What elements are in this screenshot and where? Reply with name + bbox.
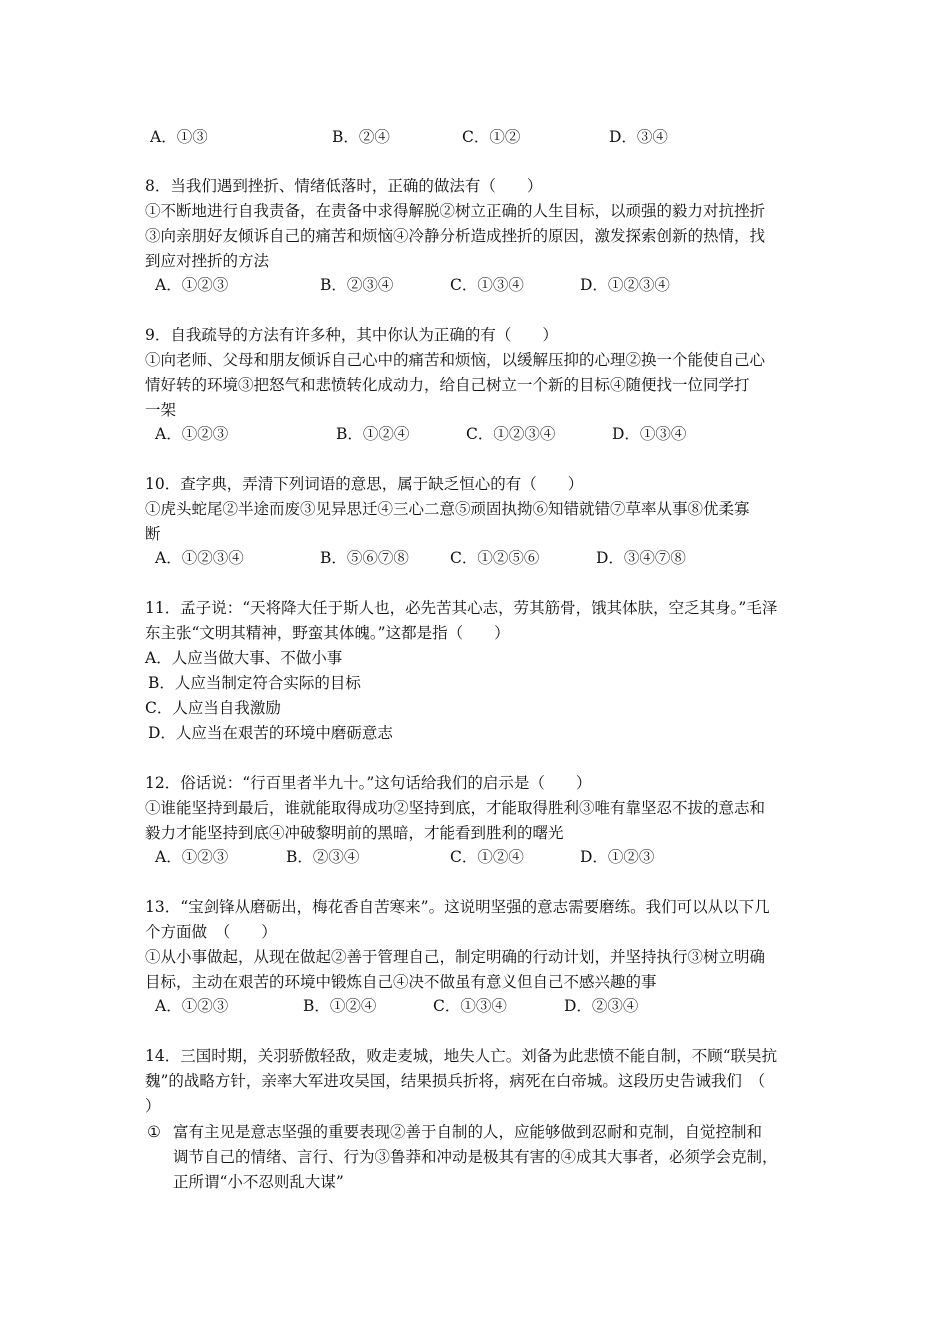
question-13-stem-line: 13．“宝剑锋从磨砺出，梅花香自苦寒来”。这说明坚强的意志需要磨练。我们可以从以下几: [145, 898, 770, 916]
question-10-stem: 10．查字典，弄清下列词语的意思，属于缺乏恒心的有（ ）: [145, 475, 584, 493]
question-9-body-line: 情好转的环境③把怒气和悲愤转化成动力，给自己树立一个新的目标④随便找一位同学打: [145, 376, 750, 394]
question-13-body-line: 目标，主动在艰苦的环境中锻炼自己④决不做虽有意义但自己不感兴趣的事: [145, 973, 657, 991]
option-b: B．②③④: [286, 848, 360, 866]
question-9-body-line: 一架: [145, 401, 177, 419]
question-9-stem: 9．自我疏导的方法有许多种，其中你认为正确的有（ ）: [145, 326, 558, 344]
option-d: D．②③④: [564, 997, 639, 1015]
option-c: C．①②: [462, 128, 521, 146]
question-8-body-line: ①不断地进行自我责备，在责备中求得解脱②树立正确的人生目标，以顽强的毅力对抗挫折: [145, 202, 766, 220]
option-a: A．①③: [150, 128, 208, 146]
question-13-body-line: ①从小事做起，从现在做起②善于管理自己，制定明确的行动计划，并坚持执行③树立明确: [145, 948, 766, 966]
option-c: C．①③④: [433, 997, 507, 1015]
question-10-body-line: 断: [145, 525, 161, 543]
option-d: D．人应当在艰苦的环境中磨砺意志: [148, 724, 393, 742]
option-a: A．①②③: [155, 997, 229, 1015]
option-d: D．①②③: [580, 848, 655, 866]
option-b: B．②③④: [320, 276, 394, 294]
option-b: B．⑤⑥⑦⑧: [320, 549, 409, 567]
question-12-body-line: ①谁能坚持到最后，谁就能取得成功②坚持到底，才能取得胜利③唯有靠坚忍不拔的意志和: [145, 799, 766, 817]
option-c: C．①②④: [450, 848, 524, 866]
question-14-item-line: 正所谓“小不忍则乱大谋”: [173, 1173, 344, 1191]
option-a: A．①②③④: [155, 549, 244, 567]
question-8-body-line: ③向亲朋好友倾诉自己的痛苦和烦恼④冷静分析造成挫折的原因，激发探索创新的热情，找: [145, 227, 766, 245]
option-d: D．①②③④: [580, 276, 670, 294]
question-14-item-line: 调节自己的情绪、言行、行为③鲁莽和冲动是极其有害的④成其大事者，必须学会克制，: [173, 1148, 778, 1166]
option-d: D．①③④: [612, 425, 687, 443]
question-14-stem-line: 魏”的战略方针，亲率大军进攻吴国，结果损兵折将，病死在白帝城。这段历史告诫我们 （: [145, 1072, 766, 1090]
question-14-stem-line: ）: [145, 1097, 161, 1115]
question-8-stem: 8．当我们遇到挫折、情绪低落时，正确的做法有（ ）: [145, 177, 543, 195]
option-c: C．①③④: [450, 276, 524, 294]
option-a: A．①②③: [155, 276, 229, 294]
option-d: D．③④: [609, 128, 668, 146]
question-11-stem-line: 11．孟子说：“天将降大任于斯人也，必先苦其心志，劳其筋骨，饿其体肤，空乏其身。”毛泽: [145, 599, 778, 617]
question-10-body-line: ①虎头蛇尾②半途而废③见异思迁④三心二意⑤顽固执拗⑥知错就错⑦草率从事⑧优柔寡: [145, 500, 750, 518]
question-12-body-line: 毅力才能坚持到底④冲破黎明前的黑暗，才能看到胜利的曙光: [145, 824, 564, 842]
question-9-body-line: ①向老师、父母和朋友倾诉自己心中的痛苦和烦恼，以缓解压抑的心理②换一个能使自己心: [145, 351, 766, 369]
option-a: A．人应当做大事、不做小事: [145, 649, 343, 667]
option-c: C．①②⑤⑥: [450, 549, 540, 567]
option-b: B．①②④: [303, 997, 377, 1015]
option-b: B．人应当制定符合实际的目标: [148, 674, 361, 692]
question-12-stem: 12．俗话说：“行百里者半九十。”这句话给我们的启示是（ ）: [145, 774, 592, 792]
question-14-item-line: 富有主见是意志坚强的重要表现②善于自制的人，应能够做到忍耐和克制，自觉控制和: [173, 1123, 763, 1141]
question-14-stem-line: 14．三国时期，关羽骄傲轻敌，败走麦城，地失人亡。刘备为此悲愤不能自制，不顾“联吴抗: [145, 1047, 778, 1065]
option-c: C．①②③④: [466, 425, 556, 443]
option-d: D．③④⑦⑧: [596, 549, 686, 567]
list-marker: ①: [147, 1123, 161, 1141]
option-a: A．①②③: [155, 848, 229, 866]
option-b: B．①②④: [336, 425, 410, 443]
option-b: B．②④: [332, 128, 390, 146]
question-13-stem-line: 个方面做 （ ）: [145, 923, 277, 941]
option-c: C．人应当自我激励: [145, 699, 281, 717]
question-8-body-line: 到应对挫折的方法: [145, 252, 270, 270]
question-11-stem-line: 东主张“文明其精神，野蛮其体魄。”这都是指（ ）: [145, 624, 510, 642]
option-a: A．①②③: [155, 425, 229, 443]
